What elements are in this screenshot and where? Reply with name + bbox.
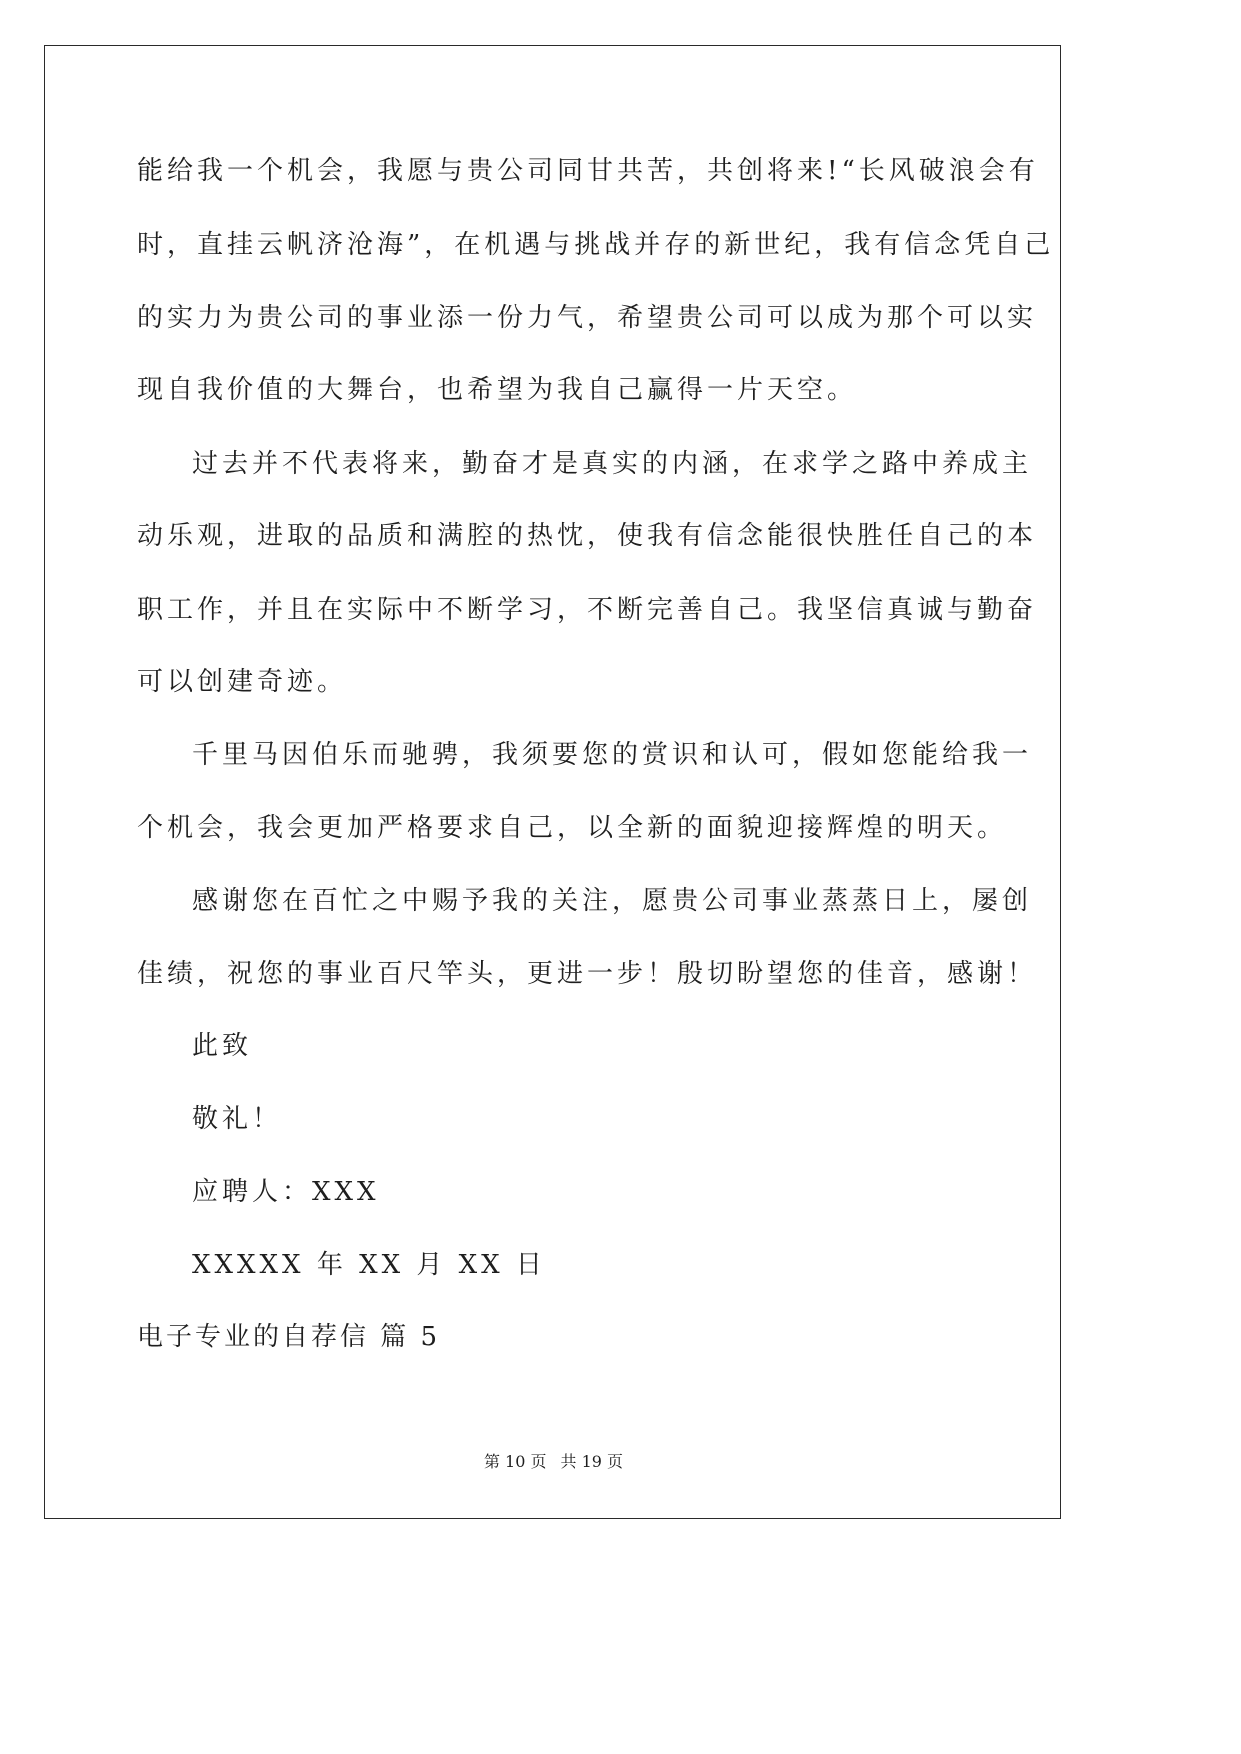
next-letter-heading: 电子专业的自荐信 篇 5 [137, 1322, 441, 1352]
body-line-6: 动乐观，进取的品质和满腔的热忱，使我有信念能很快胜任自己的本 [137, 521, 1038, 551]
applicant-line: 应聘人：XXX [192, 1177, 380, 1207]
body-line-7: 职工作，并且在实际中不断学习，不断完善自己。我坚信真诚与勤奋 [137, 595, 1038, 625]
page-border [44, 45, 1061, 1519]
total-pages-label: 共 19 页 [560, 1452, 624, 1471]
date-line: XXXXX 年 XX 月 XX 日 [192, 1250, 546, 1280]
page-footer [0, 1452, 1107, 1472]
body-line-5: 过去并不代表将来，勤奋才是真实的内涵，在求学之路中养成主 [192, 449, 1033, 479]
body-line-8: 可以创建奇迹。 [137, 667, 348, 697]
body-line-9: 千里马因伯乐而驰骋，我须要您的赏识和认可，假如您能给我一 [192, 740, 1033, 770]
body-line-2: 时，直挂云帆济沧海”，在机遇与挑战并存的新世纪，我有信念凭自己 [137, 230, 1055, 260]
current-page-label: 第 10 页 [483, 1452, 547, 1471]
body-line-12: 佳绩，祝您的事业百尺竿头，更进一步！殷切盼望您的佳音，感谢！ [137, 959, 1038, 989]
salute-text: 敬礼！ [192, 1104, 283, 1134]
body-line-11: 感谢您在百忙之中赐予我的关注，愿贵公司事业蒸蒸日上，屡创 [192, 886, 1033, 916]
closing-text: 此致 [192, 1031, 253, 1061]
body-line-4: 现自我价值的大舞台，也希望为我自己赢得一片天空。 [137, 375, 858, 405]
body-line-3: 的实力为贵公司的事业添一份力气，希望贵公司可以成为那个可以实 [137, 303, 1038, 333]
body-line-10: 个机会，我会更加严格要求自己，以全新的面貌迎接辉煌的明天。 [137, 813, 1008, 843]
body-line-1: 能给我一个机会，我愿与贵公司同甘共苦，共创将来!“长风破浪会有 [137, 156, 1039, 186]
